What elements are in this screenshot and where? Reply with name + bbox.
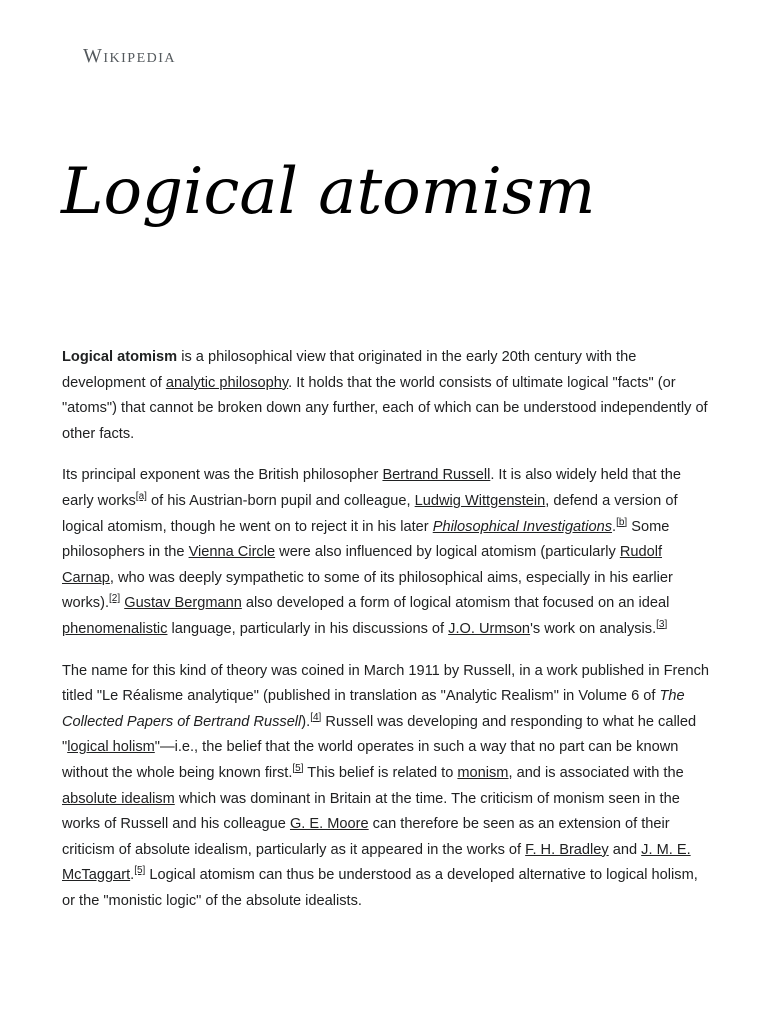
footnote-link-a[interactable]: [a] (135, 490, 147, 502)
paragraph-intro (62, 345, 710, 447)
text: , who was deeply sympathetic to some of its philosophical aims, especially in his earlier works). (62, 569, 673, 612)
link-bertrand-russell[interactable]: Bertrand Russell (382, 467, 491, 484)
link-fh-bradley[interactable]: F. H. Bradley (525, 841, 609, 858)
footnote-ref (134, 865, 145, 876)
italic-title: The Collected Papers of Bertrand Russell (62, 688, 685, 730)
text: can therefore be seen as an extension of their criticism of absolute idealism, particularly as it appeared in the works of (62, 816, 670, 858)
text: of his Austrian-born pupil and colleague, (146, 492, 415, 509)
link-philosophical-investigations[interactable]: Philosophical Investigations (432, 518, 613, 535)
text: Logical atomism can thus be understood as a developed alternative to logical holism, or the "monistic logic" of the absolute idealists. (62, 867, 698, 909)
footnote-ref (616, 517, 627, 528)
bold-term: Logical atomism (62, 349, 178, 365)
text: "—i.e., the belief that the world operates in such a way that no part can be known without the whole being known first. (62, 739, 679, 781)
text: . (130, 867, 135, 884)
text: which was dominant in Britain at the time. The criticism of monism seen in the works of Russell and his colleague (62, 790, 680, 833)
article-body (62, 345, 710, 930)
text: and (608, 841, 642, 858)
paragraph-exponents (62, 463, 710, 642)
page-title: Logical atomism (61, 155, 596, 229)
wikipedia-wordmark[interactable]: Wikipedia (83, 45, 177, 67)
footnote-ref (109, 593, 120, 604)
link-absolute-idealism[interactable]: absolute idealism (62, 790, 175, 807)
text: . It holds that the world consists of ultimate logical "facts" (or "atoms") that cannot be broken down any further, each of which can be understood independently of other facts. (62, 374, 708, 442)
link-logical-holism[interactable]: logical holism (67, 739, 155, 756)
footnote-link-5[interactable]: [5] (134, 865, 146, 877)
text: Its principal exponent was the British philosopher (62, 467, 383, 484)
paragraph-origin (62, 659, 710, 915)
footnote-link-3[interactable]: [3] (656, 618, 668, 630)
link-phenomenalistic[interactable]: phenomenalistic (62, 620, 168, 637)
footnote-link-2[interactable]: [2] (109, 593, 121, 605)
link-jme-mctaggart[interactable]: J. M. E. McTaggart (62, 841, 691, 884)
footnote-link-4[interactable]: [4] (310, 711, 322, 723)
text: is a philosophical view that originated in the early 20th century with the development of (62, 349, 637, 391)
footnote-link-b[interactable]: [b] (616, 516, 628, 528)
text: were also influenced by logical atomism (particularly (275, 544, 620, 561)
link-monism[interactable]: monism (457, 764, 509, 781)
link-ludwig-wittgenstein[interactable]: Ludwig Wittgenstein (414, 492, 546, 509)
text: . It is also widely held that the early works (62, 467, 681, 509)
text: , and is associated with the (508, 764, 684, 781)
text: This belief is related to (303, 764, 458, 781)
text: ). (301, 713, 311, 730)
footnote-link-5[interactable]: [5] (292, 762, 304, 774)
footnote-ref (136, 491, 147, 502)
text: language, particularly in his discussions of (167, 620, 449, 637)
link-ge-moore[interactable]: G. E. Moore (289, 816, 369, 833)
text: , defend a version of logical atomism, though he went on to reject it in his later (62, 492, 678, 535)
link-gustav-bergmann[interactable]: Gustav Bergmann (124, 595, 242, 612)
text: The name for this kind of theory was coined in March 1911 by Russell, in a work published in French titled "Le Réalisme analytique" (published in translation as "Analytic Realism" in Volume 6 of (62, 662, 710, 705)
link-analytic-philosophy[interactable]: analytic philosophy (165, 374, 289, 391)
footnote-ref (310, 712, 321, 723)
link-vienna-circle[interactable]: Vienna Circle (188, 544, 276, 561)
text: Russell was developing and responding to what he called " (62, 713, 697, 756)
link-rudolf-carnap[interactable]: Rudolf Carnap (62, 544, 663, 586)
link-jo-urmson[interactable]: J.O. Urmson (448, 620, 531, 637)
footnote-ref (292, 763, 303, 774)
text: 's work on analysis. (530, 620, 657, 637)
text: also developed a form of logical atomism that focused on an ideal (241, 595, 670, 612)
text: Some philosophers in the (62, 518, 670, 561)
text: . (612, 518, 617, 535)
footnote-ref (656, 619, 667, 630)
